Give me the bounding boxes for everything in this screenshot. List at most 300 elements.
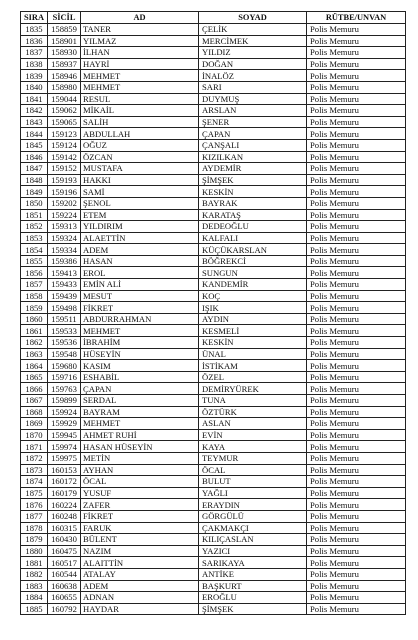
table-row (21, 337, 406, 349)
cell-ad: MİKAİL (81, 105, 199, 117)
cell-ad: ESHABİL (81, 371, 199, 383)
table-row (21, 406, 406, 418)
table-row (21, 267, 406, 279)
cell-soyad: İSTİKAM (199, 360, 307, 372)
cell-sira: 1839 (21, 70, 48, 82)
table-row (21, 499, 406, 511)
cell-sira: 1880 (21, 545, 48, 557)
cell-sira: 1847 (21, 163, 48, 175)
cell-rutbe: Polis Memuru (307, 383, 406, 395)
table-body (21, 24, 406, 615)
cell-rutbe: Polis Memuru (307, 186, 406, 198)
cell-ad: ABDULLAH (81, 128, 199, 140)
cell-sira: 1836 (21, 35, 48, 47)
cell-rutbe: Polis Memuru (307, 487, 406, 499)
cell-sira: 1863 (21, 348, 48, 360)
cell-rutbe: Polis Memuru (307, 81, 406, 93)
cell-soyad: KAYA (199, 441, 307, 453)
cell-ad: YILMAZ (81, 35, 199, 47)
cell-soyad: DEDEOĞLU (199, 221, 307, 233)
cell-ad: YUSUF (81, 487, 199, 499)
cell-soyad: AYDIN (199, 313, 307, 325)
cell-rutbe: Polis Memuru (307, 151, 406, 163)
cell-ad: ÇAPAN (81, 383, 199, 395)
cell-rutbe: Polis Memuru (307, 116, 406, 128)
cell-rutbe: Polis Memuru (307, 395, 406, 407)
cell-sira: 1850 (21, 197, 48, 209)
cell-rutbe: Polis Memuru (307, 267, 406, 279)
cell-ad: ÖZCAN (81, 151, 199, 163)
table-row (21, 255, 406, 267)
cell-soyad: IŞIK (199, 302, 307, 314)
cell-rutbe: Polis Memuru (307, 510, 406, 522)
cell-rutbe: Polis Memuru (307, 371, 406, 383)
cell-ad: MUSTAFA (81, 163, 199, 175)
cell-sicil: 158859 (48, 24, 81, 36)
cell-sicil: 159142 (48, 151, 81, 163)
cell-sicil: 158901 (48, 35, 81, 47)
cell-soyad: YAZICI (199, 545, 307, 557)
cell-sira: 1856 (21, 267, 48, 279)
cell-ad: HASAN (81, 255, 199, 267)
cell-sicil: 160475 (48, 545, 81, 557)
cell-sira: 1859 (21, 302, 48, 314)
cell-ad: EMİN ALİ (81, 279, 199, 291)
cell-sira: 1876 (21, 499, 48, 511)
table-row (21, 35, 406, 47)
cell-ad: İBRAHİM (81, 337, 199, 349)
cell-sira: 1851 (21, 209, 48, 221)
cell-sicil: 159124 (48, 139, 81, 151)
cell-rutbe: Polis Memuru (307, 522, 406, 534)
cell-rutbe: Polis Memuru (307, 232, 406, 244)
cell-sicil: 159196 (48, 186, 81, 198)
cell-sira: 1871 (21, 441, 48, 453)
cell-sira: 1878 (21, 522, 48, 534)
cell-sira: 1872 (21, 452, 48, 464)
cell-ad: MESUT (81, 290, 199, 302)
cell-sicil: 160315 (48, 522, 81, 534)
table-row (21, 128, 406, 140)
table-row (21, 290, 406, 302)
cell-rutbe: Polis Memuru (307, 174, 406, 186)
cell-sira: 1879 (21, 534, 48, 546)
cell-sira: 1865 (21, 371, 48, 383)
cell-rutbe: Polis Memuru (307, 58, 406, 70)
personnel-table (20, 11, 406, 615)
cell-sicil: 159716 (48, 371, 81, 383)
table-row (21, 197, 406, 209)
cell-soyad: ÇELİK (199, 24, 307, 36)
cell-ad: FARUK (81, 522, 199, 534)
cell-rutbe: Polis Memuru (307, 93, 406, 105)
cell-sicil: 159929 (48, 418, 81, 430)
cell-rutbe: Polis Memuru (307, 603, 406, 615)
cell-soyad: KANDEMİR (199, 279, 307, 291)
cell-soyad: AYDEMİR (199, 163, 307, 175)
table-row (21, 232, 406, 244)
cell-rutbe: Polis Memuru (307, 244, 406, 256)
cell-soyad: TUNA (199, 395, 307, 407)
header-soyad: SOYAD (199, 12, 307, 24)
table-row (21, 302, 406, 314)
cell-ad: ADNAN (81, 592, 199, 604)
cell-soyad: DEMİRYÜREK (199, 383, 307, 395)
cell-soyad: ÜNAL (199, 348, 307, 360)
table-row (21, 476, 406, 488)
cell-ad: KASIM (81, 360, 199, 372)
cell-sicil: 158980 (48, 81, 81, 93)
cell-sicil: 159413 (48, 267, 81, 279)
cell-soyad: YAĞLI (199, 487, 307, 499)
cell-rutbe: Polis Memuru (307, 279, 406, 291)
cell-soyad: DUYMUŞ (199, 93, 307, 105)
cell-rutbe: Polis Memuru (307, 209, 406, 221)
cell-ad: RESUL (81, 93, 199, 105)
cell-ad: ŞENOL (81, 197, 199, 209)
cell-sicil: 159533 (48, 325, 81, 337)
cell-ad: BÜLENT (81, 534, 199, 546)
table-row (21, 545, 406, 557)
cell-soyad: ERAYDIN (199, 499, 307, 511)
cell-rutbe: Polis Memuru (307, 464, 406, 476)
cell-ad: AYHAN (81, 464, 199, 476)
table-row (21, 360, 406, 372)
cell-sicil: 159334 (48, 244, 81, 256)
cell-rutbe: Polis Memuru (307, 325, 406, 337)
table-row (21, 209, 406, 221)
cell-ad: ADEM (81, 580, 199, 592)
cell-sira: 1841 (21, 93, 48, 105)
cell-sira: 1883 (21, 580, 48, 592)
cell-sicil: 159123 (48, 128, 81, 140)
table-row (21, 139, 406, 151)
cell-soyad: ASLAN (199, 418, 307, 430)
table-row (21, 418, 406, 430)
cell-sicil: 158937 (48, 58, 81, 70)
cell-ad: ATALAY (81, 568, 199, 580)
cell-soyad: TEYMUR (199, 452, 307, 464)
cell-sira: 1845 (21, 139, 48, 151)
cell-rutbe: Polis Memuru (307, 418, 406, 430)
cell-sicil: 159511 (48, 313, 81, 325)
cell-soyad: GÖRGÜLÜ (199, 510, 307, 522)
cell-ad: MEHMET (81, 418, 199, 430)
cell-sira: 1853 (21, 232, 48, 244)
cell-soyad: BÖĞREKCİ (199, 255, 307, 267)
cell-sira: 1869 (21, 418, 48, 430)
cell-sira: 1875 (21, 487, 48, 499)
table-row (21, 47, 406, 59)
cell-sicil: 159065 (48, 116, 81, 128)
cell-sicil: 159433 (48, 279, 81, 291)
cell-soyad: ŞENER (199, 116, 307, 128)
table-header (21, 12, 406, 24)
cell-ad: İLHAN (81, 47, 199, 59)
cell-ad: HASAN HÜSEYİN (81, 441, 199, 453)
personnel-list-page (20, 11, 405, 615)
cell-sicil: 158930 (48, 47, 81, 59)
cell-sicil: 159975 (48, 452, 81, 464)
table-row (21, 452, 406, 464)
cell-sira: 1837 (21, 47, 48, 59)
table-row (21, 325, 406, 337)
cell-ad: HAKKI (81, 174, 199, 186)
cell-sicil: 159763 (48, 383, 81, 395)
cell-sicil: 160655 (48, 592, 81, 604)
cell-sira: 1866 (21, 383, 48, 395)
cell-sira: 1844 (21, 128, 48, 140)
cell-sira: 1838 (21, 58, 48, 70)
cell-sira: 1885 (21, 603, 48, 615)
table-row (21, 151, 406, 163)
cell-rutbe: Polis Memuru (307, 499, 406, 511)
cell-soyad: DOĞAN (199, 58, 307, 70)
table-row (21, 429, 406, 441)
cell-sicil: 160153 (48, 464, 81, 476)
cell-ad: MEHMET (81, 325, 199, 337)
table-row (21, 580, 406, 592)
cell-sira: 1848 (21, 174, 48, 186)
cell-rutbe: Polis Memuru (307, 128, 406, 140)
cell-rutbe: Polis Memuru (307, 429, 406, 441)
cell-ad: OĞUZ (81, 139, 199, 151)
table-row (21, 81, 406, 93)
cell-sicil: 160248 (48, 510, 81, 522)
cell-sicil: 159439 (48, 290, 81, 302)
table-row (21, 279, 406, 291)
cell-sicil: 159324 (48, 232, 81, 244)
header-rutbe: RÜTBE/UNVAN (307, 12, 406, 24)
cell-sicil: 159536 (48, 337, 81, 349)
cell-soyad: KILIÇASLAN (199, 534, 307, 546)
table-row (21, 116, 406, 128)
cell-sira: 1858 (21, 290, 48, 302)
cell-sicil: 160544 (48, 568, 81, 580)
cell-rutbe: Polis Memuru (307, 70, 406, 82)
cell-soyad: EROĞLU (199, 592, 307, 604)
cell-ad: AHMET RUHİ (81, 429, 199, 441)
cell-soyad: KESMELİ (199, 325, 307, 337)
cell-sira: 1877 (21, 510, 48, 522)
cell-soyad: KIZILKAN (199, 151, 307, 163)
cell-ad: NAZIM (81, 545, 199, 557)
cell-soyad: MERCİMEK (199, 35, 307, 47)
cell-sira: 1849 (21, 186, 48, 198)
cell-rutbe: Polis Memuru (307, 255, 406, 267)
cell-rutbe: Polis Memuru (307, 139, 406, 151)
table-row (21, 568, 406, 580)
cell-rutbe: Polis Memuru (307, 360, 406, 372)
cell-soyad: EVİN (199, 429, 307, 441)
cell-soyad: ARSLAN (199, 105, 307, 117)
cell-rutbe: Polis Memuru (307, 534, 406, 546)
table-row (21, 487, 406, 499)
cell-sira: 1860 (21, 313, 48, 325)
cell-sira: 1868 (21, 406, 48, 418)
cell-sira: 1873 (21, 464, 48, 476)
cell-sicil: 160517 (48, 557, 81, 569)
cell-rutbe: Polis Memuru (307, 302, 406, 314)
cell-soyad: YILDIZ (199, 47, 307, 59)
cell-soyad: ŞİMŞEK (199, 603, 307, 615)
cell-sira: 1862 (21, 337, 48, 349)
cell-ad: ETEM (81, 209, 199, 221)
cell-ad: EROL (81, 267, 199, 279)
cell-sicil: 159202 (48, 197, 81, 209)
cell-rutbe: Polis Memuru (307, 557, 406, 569)
cell-sicil: 160430 (48, 534, 81, 546)
cell-soyad: KÜÇÜKARSLAN (199, 244, 307, 256)
cell-soyad: KESKİN (199, 337, 307, 349)
cell-ad: ALAETTİN (81, 232, 199, 244)
table-row (21, 24, 406, 36)
cell-ad: ZAFER (81, 499, 199, 511)
cell-rutbe: Polis Memuru (307, 290, 406, 302)
cell-sira: 1861 (21, 325, 48, 337)
table-row (21, 383, 406, 395)
table-row (21, 244, 406, 256)
cell-soyad: ÖZEL (199, 371, 307, 383)
table-row (21, 174, 406, 186)
table-row (21, 592, 406, 604)
cell-sira: 1874 (21, 476, 48, 488)
cell-sira: 1867 (21, 395, 48, 407)
cell-ad: YILDIRIM (81, 221, 199, 233)
cell-sicil: 159152 (48, 163, 81, 175)
table-row (21, 70, 406, 82)
cell-sicil: 158946 (48, 70, 81, 82)
cell-rutbe: Polis Memuru (307, 197, 406, 209)
cell-soyad: SARI (199, 81, 307, 93)
cell-sicil: 160638 (48, 580, 81, 592)
cell-ad: ADEM (81, 244, 199, 256)
cell-rutbe: Polis Memuru (307, 406, 406, 418)
cell-sira: 1843 (21, 116, 48, 128)
cell-sicil: 159386 (48, 255, 81, 267)
table-row (21, 464, 406, 476)
cell-sira: 1884 (21, 592, 48, 604)
cell-sicil: 159974 (48, 441, 81, 453)
cell-sira: 1870 (21, 429, 48, 441)
header-row (21, 12, 406, 24)
table-row (21, 186, 406, 198)
table-row (21, 534, 406, 546)
cell-ad: METİN (81, 452, 199, 464)
table-row (21, 105, 406, 117)
cell-rutbe: Polis Memuru (307, 221, 406, 233)
cell-sicil: 160224 (48, 499, 81, 511)
cell-sicil: 159680 (48, 360, 81, 372)
cell-soyad: SUNGUN (199, 267, 307, 279)
cell-rutbe: Polis Memuru (307, 24, 406, 36)
cell-ad: TANER (81, 24, 199, 36)
cell-sira: 1846 (21, 151, 48, 163)
cell-rutbe: Polis Memuru (307, 580, 406, 592)
cell-rutbe: Polis Memuru (307, 105, 406, 117)
table-row (21, 395, 406, 407)
cell-soyad: ÇAKMAKÇI (199, 522, 307, 534)
table-row (21, 348, 406, 360)
cell-sira: 1857 (21, 279, 48, 291)
cell-sicil: 159313 (48, 221, 81, 233)
cell-rutbe: Polis Memuru (307, 47, 406, 59)
cell-rutbe: Polis Memuru (307, 568, 406, 580)
cell-sicil: 160792 (48, 603, 81, 615)
cell-soyad: ANTİKE (199, 568, 307, 580)
cell-soyad: ÖZTÜRK (199, 406, 307, 418)
cell-ad: SERDAL (81, 395, 199, 407)
table-row (21, 313, 406, 325)
table-row (21, 221, 406, 233)
cell-ad: FİKRET (81, 510, 199, 522)
cell-sicil: 159193 (48, 174, 81, 186)
cell-rutbe: Polis Memuru (307, 337, 406, 349)
cell-soyad: KESKİN (199, 186, 307, 198)
cell-ad: MEHMET (81, 81, 199, 93)
table-row (21, 557, 406, 569)
cell-rutbe: Polis Memuru (307, 348, 406, 360)
cell-sira: 1852 (21, 221, 48, 233)
cell-ad: HAYDAR (81, 603, 199, 615)
table-row (21, 371, 406, 383)
table-row (21, 93, 406, 105)
cell-sicil: 159945 (48, 429, 81, 441)
cell-sira: 1881 (21, 557, 48, 569)
cell-sira: 1835 (21, 24, 48, 36)
cell-ad: SALİH (81, 116, 199, 128)
cell-soyad: KALFALI (199, 232, 307, 244)
cell-rutbe: Polis Memuru (307, 452, 406, 464)
cell-sira: 1882 (21, 568, 48, 580)
cell-sira: 1864 (21, 360, 48, 372)
cell-sicil: 159062 (48, 105, 81, 117)
cell-sicil: 159924 (48, 406, 81, 418)
cell-ad: ÖCAL (81, 476, 199, 488)
cell-rutbe: Polis Memuru (307, 476, 406, 488)
cell-ad: MEHMET (81, 70, 199, 82)
cell-sicil: 159899 (48, 395, 81, 407)
cell-sira: 1854 (21, 244, 48, 256)
cell-soyad: İNALÖZ (199, 70, 307, 82)
cell-soyad: BULUT (199, 476, 307, 488)
cell-rutbe: Polis Memuru (307, 163, 406, 175)
cell-ad: FİKRET (81, 302, 199, 314)
cell-soyad: KOÇ (199, 290, 307, 302)
cell-sira: 1840 (21, 81, 48, 93)
cell-soyad: ÇANŞALI (199, 139, 307, 151)
cell-sicil: 159044 (48, 93, 81, 105)
cell-sicil: 160172 (48, 476, 81, 488)
cell-rutbe: Polis Memuru (307, 441, 406, 453)
cell-ad: BAYRAM (81, 406, 199, 418)
cell-ad: SAMİ (81, 186, 199, 198)
cell-soyad: ÖCAL (199, 464, 307, 476)
table-row (21, 510, 406, 522)
cell-sira: 1855 (21, 255, 48, 267)
cell-soyad: KARATAŞ (199, 209, 307, 221)
cell-sicil: 159548 (48, 348, 81, 360)
table-row (21, 603, 406, 615)
cell-soyad: SARIKAYA (199, 557, 307, 569)
cell-rutbe: Polis Memuru (307, 545, 406, 557)
table-row (21, 522, 406, 534)
header-sicil: SİCİL (48, 12, 81, 24)
cell-ad: ALAITTİN (81, 557, 199, 569)
cell-soyad: BAYRAK (199, 197, 307, 209)
cell-ad: ABDURRAHMAN (81, 313, 199, 325)
cell-sicil: 159224 (48, 209, 81, 221)
